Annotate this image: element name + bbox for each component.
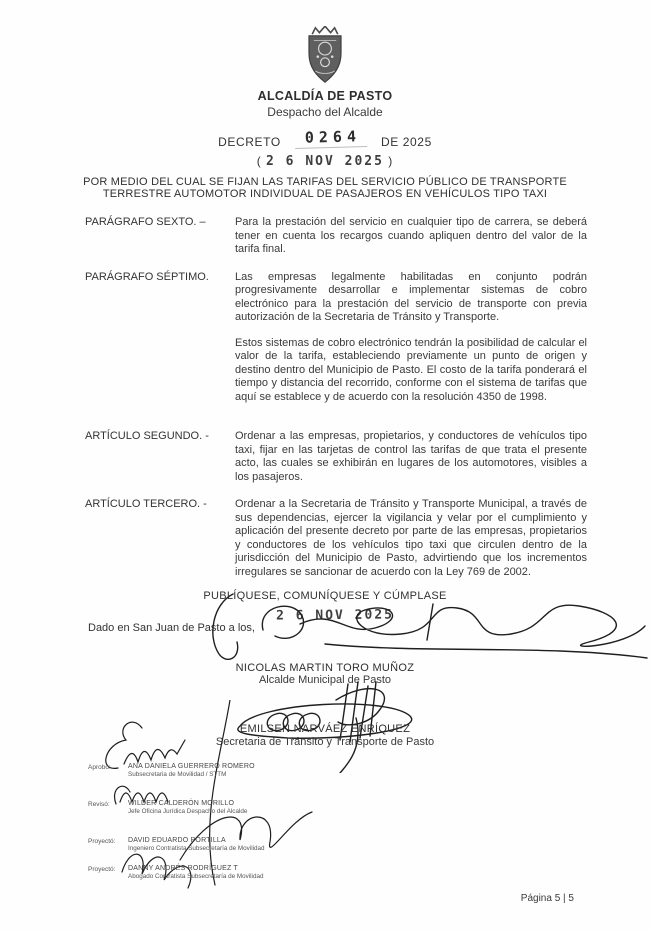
org-name: ALCALDÍA DE PASTO bbox=[257, 89, 393, 103]
decree-number-stamp: 0264 bbox=[294, 127, 367, 149]
clause-body: Las empresas legalmente habilitadas en conjunto podrán progresivamente desarrollar e implementar sistemas de cobro electrónico para la prestación del servicio de transporte con previa autorización de la Secretaria de Tránsito y Transporte. bbox=[235, 270, 587, 323]
clause-label: ARTÍCULO TERCERO. - bbox=[85, 498, 207, 510]
office-name: Despacho del Alcalde bbox=[267, 105, 383, 119]
clause-body: Para la prestación del servicio en cualquier tipo de carrera, se deberá tener en cuenta los recargos cuando apliquen dentro del valor de la tarifa final. bbox=[235, 216, 587, 255]
document-header bbox=[0, 26, 650, 169]
clause-articulo-segundo bbox=[85, 430, 587, 484]
approval-name: DAVID EDUARDO PORTILLA bbox=[128, 837, 226, 844]
approval-role: Proyectó: bbox=[88, 866, 116, 873]
clause-paragrafo-septimo-continuation bbox=[85, 337, 587, 405]
page-number: Página 5 | 5 bbox=[520, 893, 574, 904]
document-title bbox=[40, 177, 610, 200]
clause-paragrafo-sexto bbox=[85, 216, 587, 257]
approval-position: Abogado Contratista Subsecretaría de Movilidad bbox=[128, 873, 264, 880]
secretary-name: EMILSEN NARVÁEZ ENRÍQUEZ bbox=[239, 723, 411, 735]
approval-position: Ingeniero Contratista Subsecretaría de Movilidad bbox=[128, 845, 265, 852]
decree-date-stamp: 2 6 NOV 2025 bbox=[266, 154, 384, 169]
approval-name: WILDER CALDERÓN MORILLO bbox=[128, 800, 235, 807]
clause-paragrafo-septimo bbox=[85, 271, 587, 325]
clause-label: ARTÍCULO SEGUNDO. - bbox=[85, 430, 209, 442]
clause-articulo-tercero bbox=[85, 498, 587, 579]
clause-body: Estos sistemas de cobro electrónico tendrán la posibilidad de calcular el valor de la tarifa, estableciendo previamente un punto de origen y destino dentro del Municipio de Pasto. El costo de la tarifa ponderará el tiempo y distancia del recorrido, conforme con el sistema de tarifas que aquí se establece y de acuerdo con la resolución 4350 de 1998. bbox=[235, 336, 587, 403]
approval-row-proyecto-1 bbox=[88, 837, 265, 852]
decree-date-line bbox=[0, 154, 650, 169]
approval-position: Jefe Oficina Jurídica Despacho del Alcalde bbox=[128, 808, 248, 815]
title-line-2: TERRESTRE AUTOMOTOR INDIVIDUAL DE PASAJEROS EN VEHÍCULOS TIPO TAXI bbox=[102, 187, 548, 200]
clause-body: Ordenar a la Secretaria de Tránsito y Transporte Municipal, a través de sus dependencias, ejercer la vigilancia y velar por el cumplimiento y aplicación del presente decreto por parte de las empresas, propietarios y conductores de los vehículos tipo taxi que circulen dentro de la jurisdicción del Municipio de Pasto, advirtiendo que los incrementos irregulares se sancionar de acuerdo con la Ley 769 de 2002. bbox=[235, 498, 587, 578]
clause-label: PARÁGRAFO SÉPTIMO. bbox=[85, 270, 209, 283]
mayor-name: NICOLAS MARTIN TORO MUÑOZ bbox=[235, 662, 415, 674]
decree-year: DE 2025 bbox=[380, 135, 432, 149]
approval-role: Revisó: bbox=[88, 801, 110, 808]
approval-row-aprobo bbox=[88, 763, 255, 778]
signature-proyecto-david bbox=[180, 812, 312, 860]
decree-line bbox=[0, 127, 650, 152]
clause-body: Ordenar a las empresas, propietarios, y conductores de vehículos tipo taxi, fijar en las tarjetas de control las tarifas de que trata el presente acto, las cuales se exhibirán en lugares de los automotores, visibles a los pasajeros. bbox=[235, 430, 587, 483]
approval-name: ANA DANIELA GUERRERO ROMERO bbox=[128, 763, 255, 770]
closing-date-stamp: 2 6 NOV 2025 bbox=[275, 607, 395, 624]
clauses-section bbox=[85, 216, 587, 591]
place-date-line: Dado en San Juan de Pasto a los, bbox=[88, 622, 255, 634]
approval-position: Subsecretaria de Movilidad / STTM bbox=[128, 771, 227, 778]
approval-role: Proyectó: bbox=[88, 838, 116, 845]
secretary-title: Secretaria de Tránsito y Transporte de Pasto bbox=[215, 736, 435, 748]
pasto-coat-of-arms-icon bbox=[301, 26, 349, 84]
paren-open: ( bbox=[256, 154, 262, 168]
publish-order-line: PUBLÍQUESE, COMUNÍQUESE Y CÚMPLASE bbox=[203, 590, 447, 602]
clause-label bbox=[85, 337, 235, 405]
mayor-title: Alcalde Municipal de Pasto bbox=[258, 674, 392, 686]
approval-name: DANNY ANDRÉS RODRÍGUEZ T bbox=[128, 865, 238, 872]
approval-role: Aprobó: bbox=[88, 764, 111, 771]
paren-close: ) bbox=[388, 154, 394, 168]
clause-label: PARÁGRAFO SEXTO. – bbox=[85, 216, 206, 228]
approval-row-proyecto-2 bbox=[88, 865, 263, 880]
title-line-1: POR MEDIO DEL CUAL SE FIJAN LAS TARIFAS DEL SERVICIO PÚBLICO DE TRANSPORTE bbox=[83, 176, 567, 188]
decree-word: DECRETO bbox=[218, 135, 281, 149]
approval-row-reviso bbox=[88, 800, 247, 815]
